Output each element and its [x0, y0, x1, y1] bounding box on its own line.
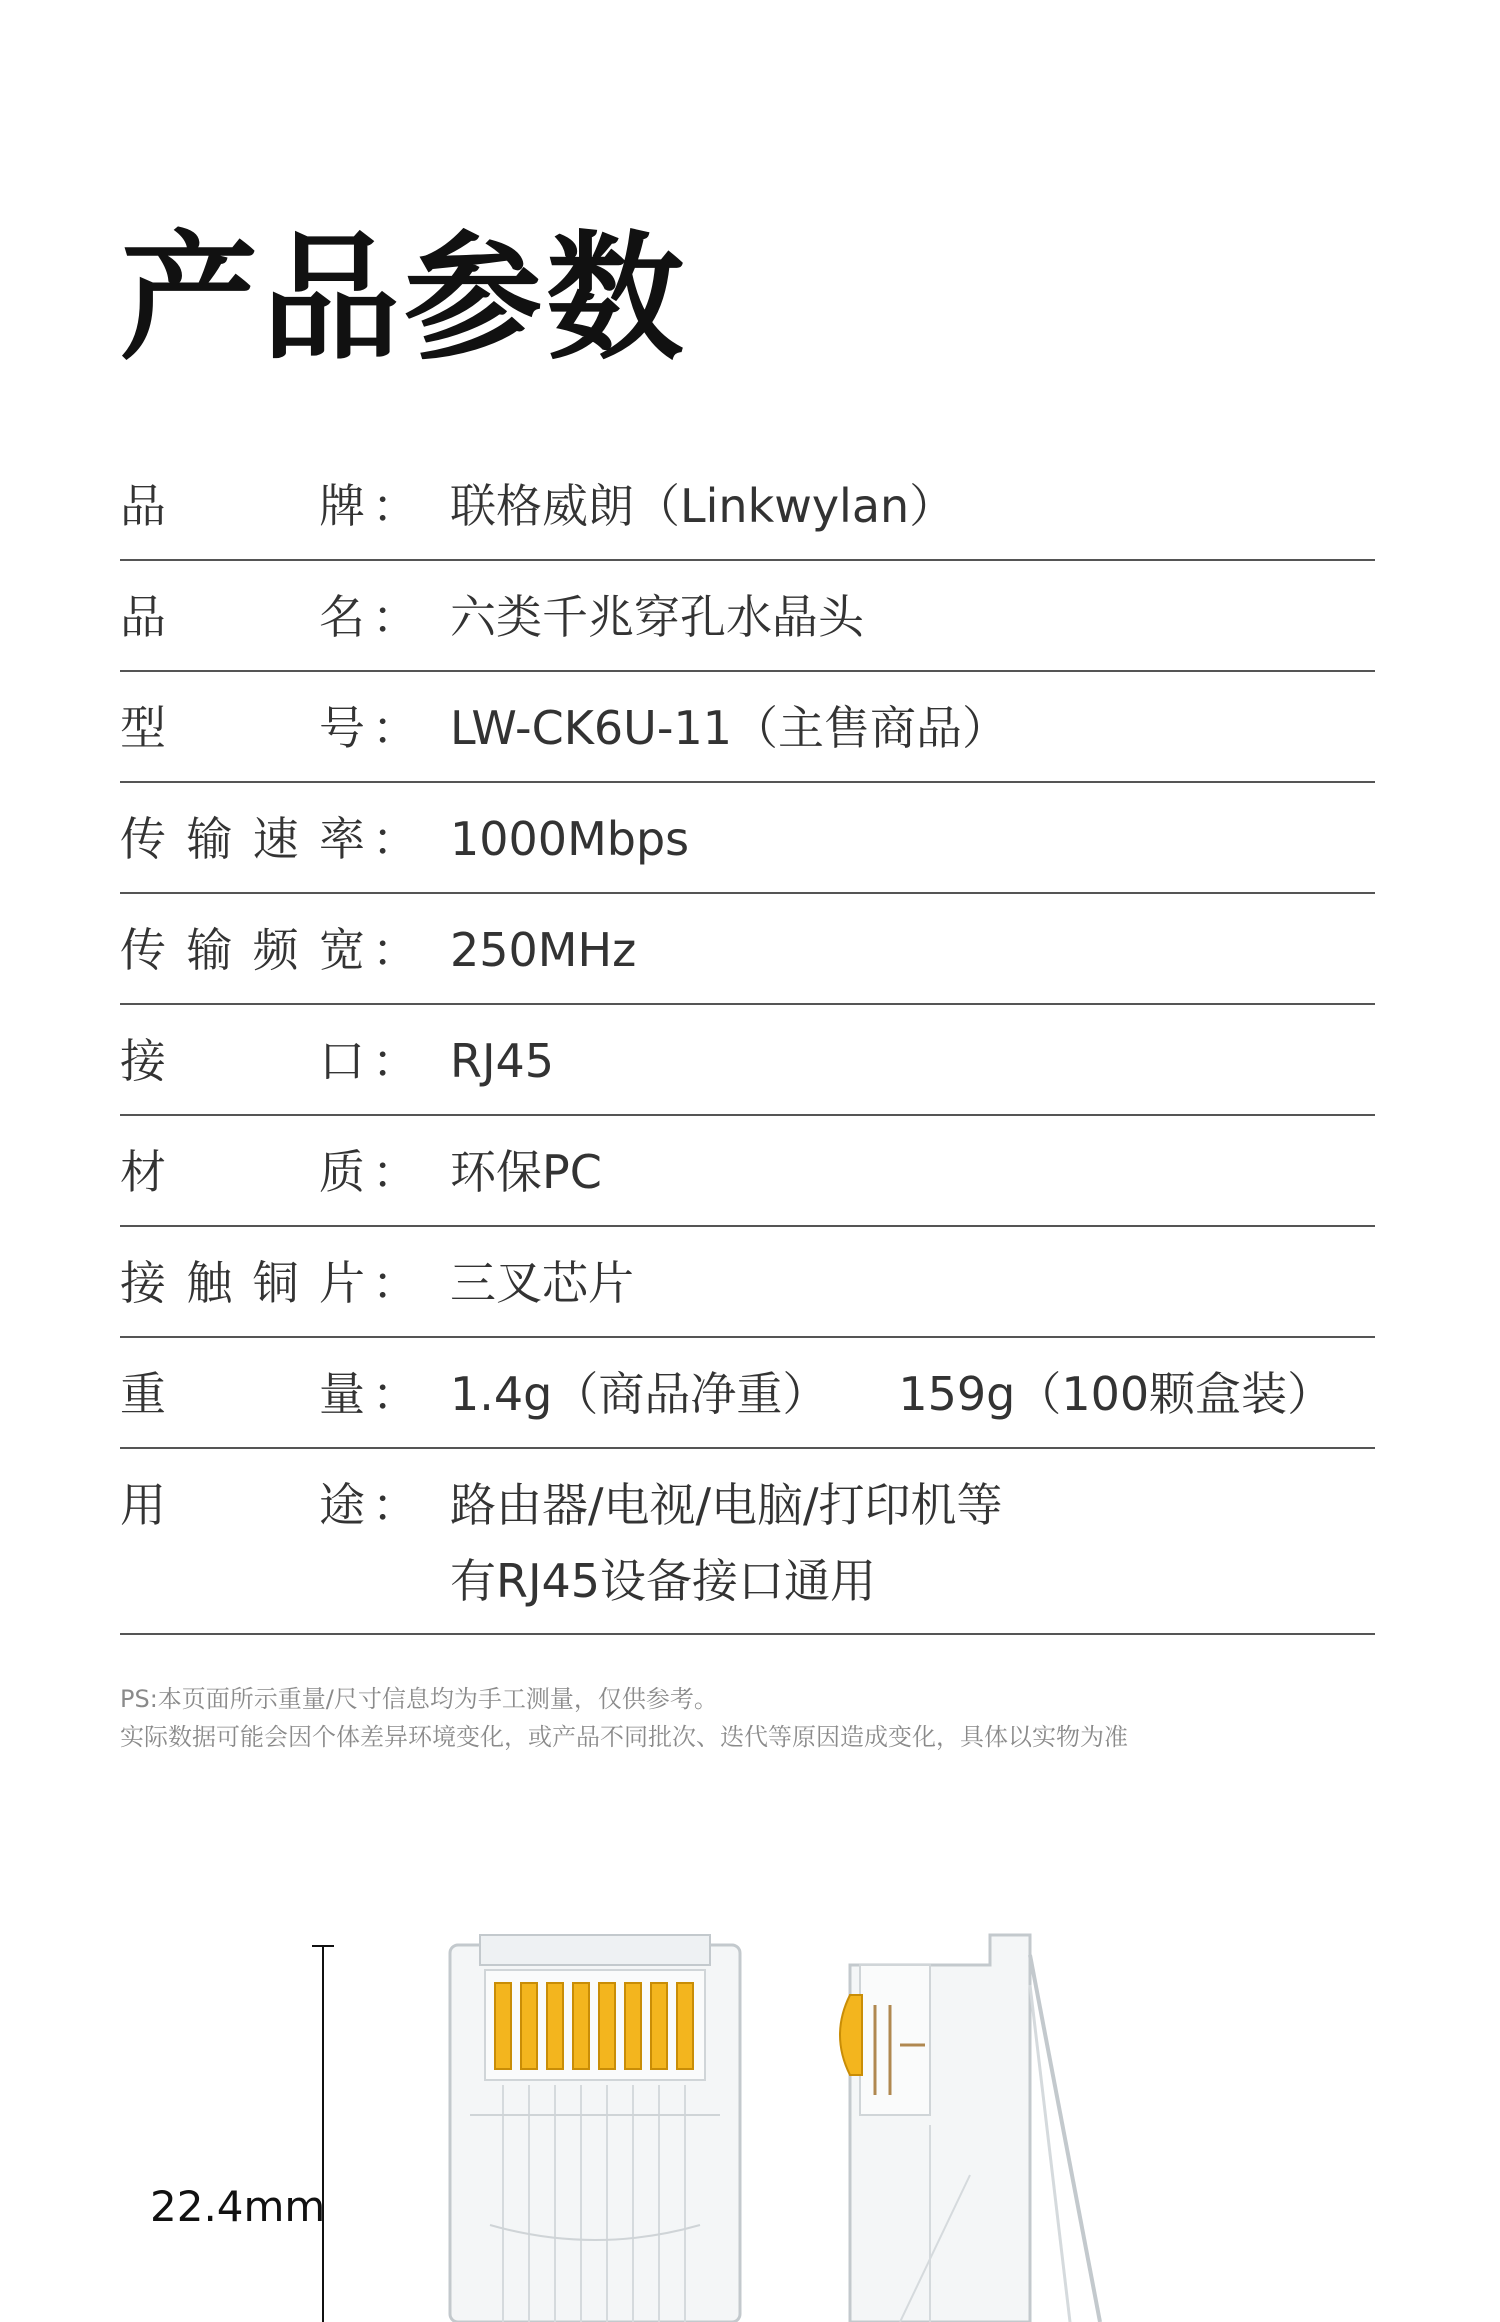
spec-value: 250MHz — [450, 923, 637, 977]
spec-value: LW-CK6U-11（主售商品） — [450, 701, 1008, 755]
spec-label: 接触铜片 — [120, 1256, 365, 1310]
spec-value: 联格威朗（Linkwylan） — [450, 479, 956, 533]
spec-label: 品名 — [120, 590, 365, 644]
spec-colon: ： — [372, 1367, 418, 1421]
spec-label: 接口 — [120, 1034, 365, 1088]
usage-line-1: 路由器/电视/电脑/打印机等 — [450, 1478, 1003, 1532]
spec-colon: ： — [372, 812, 418, 866]
spec-row-contact — [120, 1227, 1375, 1338]
spec-label: 品牌 — [120, 479, 365, 533]
spec-value: 1000Mbps — [450, 812, 690, 866]
spec-colon: ： — [372, 923, 418, 977]
spec-label: 传输速率 — [120, 812, 365, 866]
spec-colon: ： — [372, 1034, 418, 1088]
spec-label: 材质 — [120, 1145, 365, 1199]
spec-colon: ： — [372, 479, 418, 533]
ps-note-line-2: 实际数据可能会因个体差异环境变化，或产品不同批次、迭代等原因造成变化，具体以实物为准 — [120, 1723, 1128, 1751]
spec-label: 重量 — [120, 1367, 365, 1421]
spec-row-transfer-rate — [120, 783, 1375, 894]
spec-value — [450, 1477, 1003, 1609]
spec-row-model — [120, 672, 1375, 783]
spec-colon: ： — [372, 1478, 418, 1532]
spec-row-brand — [120, 450, 1375, 561]
ps-note — [120, 1680, 1128, 1756]
spec-value: RJ45 — [450, 1034, 555, 1088]
spec-label: 型号 — [120, 701, 365, 755]
page-title: 产品参数 — [120, 218, 689, 379]
spec-value: 三叉芯片 — [450, 1256, 634, 1310]
spec-value — [450, 1366, 1333, 1422]
spec-colon: ： — [372, 701, 418, 755]
spec-value: 六类千兆穿孔水晶头 — [450, 590, 864, 644]
usage-line-2: 有RJ45设备接口通用 — [450, 1554, 877, 1608]
spec-row-usage — [120, 1449, 1375, 1635]
spec-label: 传输频宽 — [120, 923, 365, 977]
spec-value: 环保PC — [450, 1145, 602, 1199]
weight-box: 159g（100颗盒装） — [898, 1367, 1334, 1421]
spec-colon: ： — [372, 1145, 418, 1199]
spec-label: 用途 — [120, 1478, 365, 1532]
dimension-line — [322, 1945, 324, 2322]
spec-row-product-name — [120, 561, 1375, 672]
weight-net: 1.4g（商品净重） — [450, 1367, 829, 1421]
spec-row-interface — [120, 1005, 1375, 1116]
rj45-connector-illustration — [430, 1925, 1190, 2322]
spec-row-material — [120, 1116, 1375, 1227]
spec-row-weight — [120, 1338, 1375, 1449]
dimension-label: 22.4mm — [150, 2182, 326, 2231]
spec-colon: ： — [372, 1256, 418, 1310]
spec-table — [120, 450, 1375, 1635]
ps-note-line-1: PS:本页面所示重量/尺寸信息均为手工测量，仅供参考。 — [120, 1685, 718, 1713]
height-dimension — [150, 1945, 350, 2322]
connector-side-view — [840, 1935, 1100, 2322]
connector-front-view — [450, 1935, 740, 2322]
spec-colon: ： — [372, 590, 418, 644]
spec-row-bandwidth — [120, 894, 1375, 1005]
